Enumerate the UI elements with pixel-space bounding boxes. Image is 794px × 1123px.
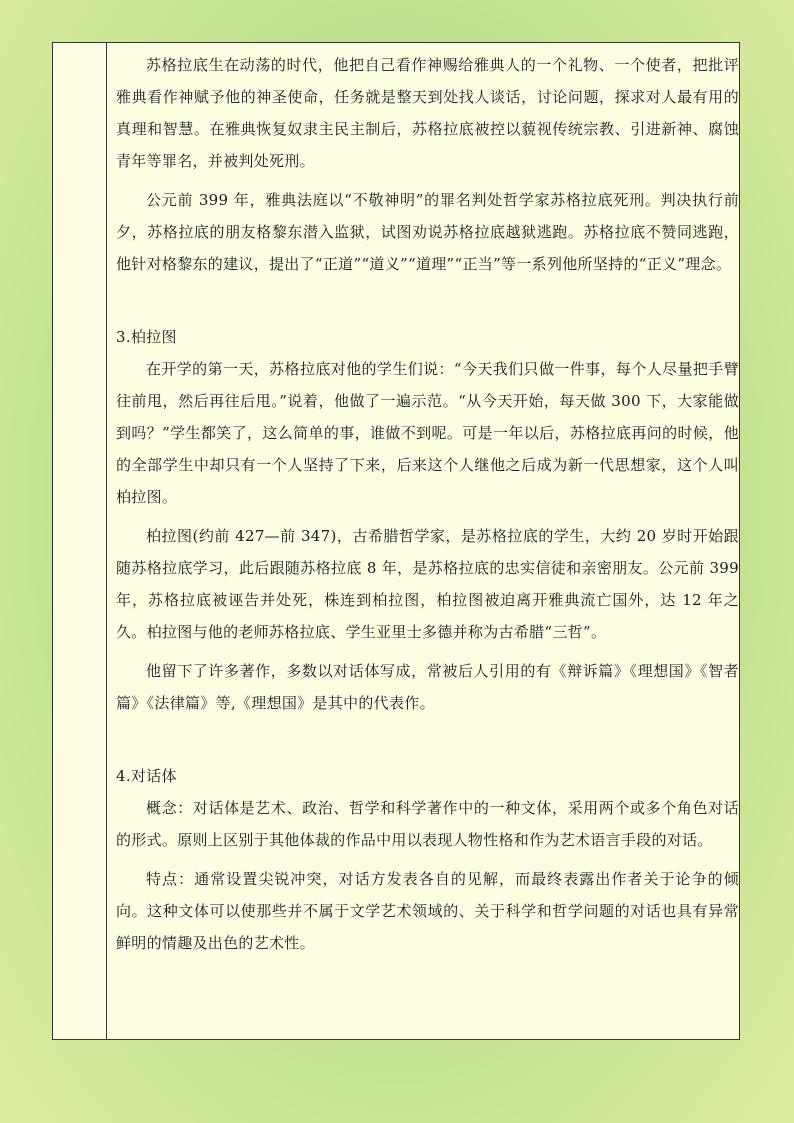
paragraph: 他留下了许多著作，多数以对话体写成，常被后人引用的有《辩诉篇》《理想国》《智者篇》《法律篇》等,《理想国》是其中的代表作。 xyxy=(116,662,739,712)
section-heading-plato: 3.柏拉图 xyxy=(116,328,177,346)
table-content-cell xyxy=(116,49,739,966)
section-heading-dialogue: 4.对话体 xyxy=(116,767,177,785)
paragraph: 特点：通常设置尖锐冲突，对话方发表各自的见解，而最终表露出作者关于论争的倾向。这种文体可以使那些并不属于文学艺术领域的、关于科学和哲学问题的对话也具有异常鲜明的情趣及出色的艺术性。 xyxy=(116,870,739,952)
content-table xyxy=(52,42,740,1040)
paragraph: 公元前 399 年，雅典法庭以“不敬神明”的罪名判处哲学家苏格拉底死刑。判决执行前夕，苏格拉底的朋友格黎东潜入监狱，试图劝说苏格拉底越狱逃跑。苏格拉底不赞同逃跑，他针对格黎东的建议，提出了“正道”“道义”“道理”“正当”等一系列他所坚持的“正义”理念。 xyxy=(116,191,739,273)
paragraph: 苏格拉底生在动荡的时代，他把自己看作神赐给雅典人的一个礼物、一个使者，把批评雅典看作神赋予他的神圣使命，任务就是整天到处找人谈话，讨论问题，探求对人最有用的真理和智慧。在雅典恢复奴隶主民主制后，苏格拉底被控以藐视传统宗教、引进新神、腐蚀青年等罪名，并被判处死刑。 xyxy=(116,56,739,170)
paragraph: 柏拉图(约前 427—前 347)，古希腊哲学家，是苏格拉底的学生，大约 20 岁时开始跟随苏格拉底学习，此后跟随苏格拉底 8 年，是苏格拉底的忠实信徒和亲密朋友。公元前 399 年，苏格拉底被诬告并处死，株连到柏拉图，柏拉图被迫离开雅典流亡国外，达 12 年之久。柏拉图与他的老师苏格拉底、学生亚里士多德并称为古希腊“三哲”。 xyxy=(116,527,739,641)
paragraph: 在开学的第一天，苏格拉底对他的学生们说：“今天我们只做一件事，每个人尽量把手臂往前甩，然后再往后甩。”说着，他做了一遍示范。“从今天开始，每天做 300 下，大家能做到吗？”学生都笑了，这么简单的事，谁做不到呢。可是一年以后，苏格拉底再问的时候，他的全部学生中却只有一个人坚持了下来，后来这个人继他之后成为新一代思想家，这个人叫柏拉图。 xyxy=(116,360,739,506)
paragraph: 概念：对话体是艺术、政治、哲学和科学著作中的一种文体，采用两个或多个角色对话的形式。原则上区别于其他体裁的作品中用以表现人物性格和作为艺术语言手段的对话。 xyxy=(116,799,739,849)
table-column-divider xyxy=(106,43,107,1039)
